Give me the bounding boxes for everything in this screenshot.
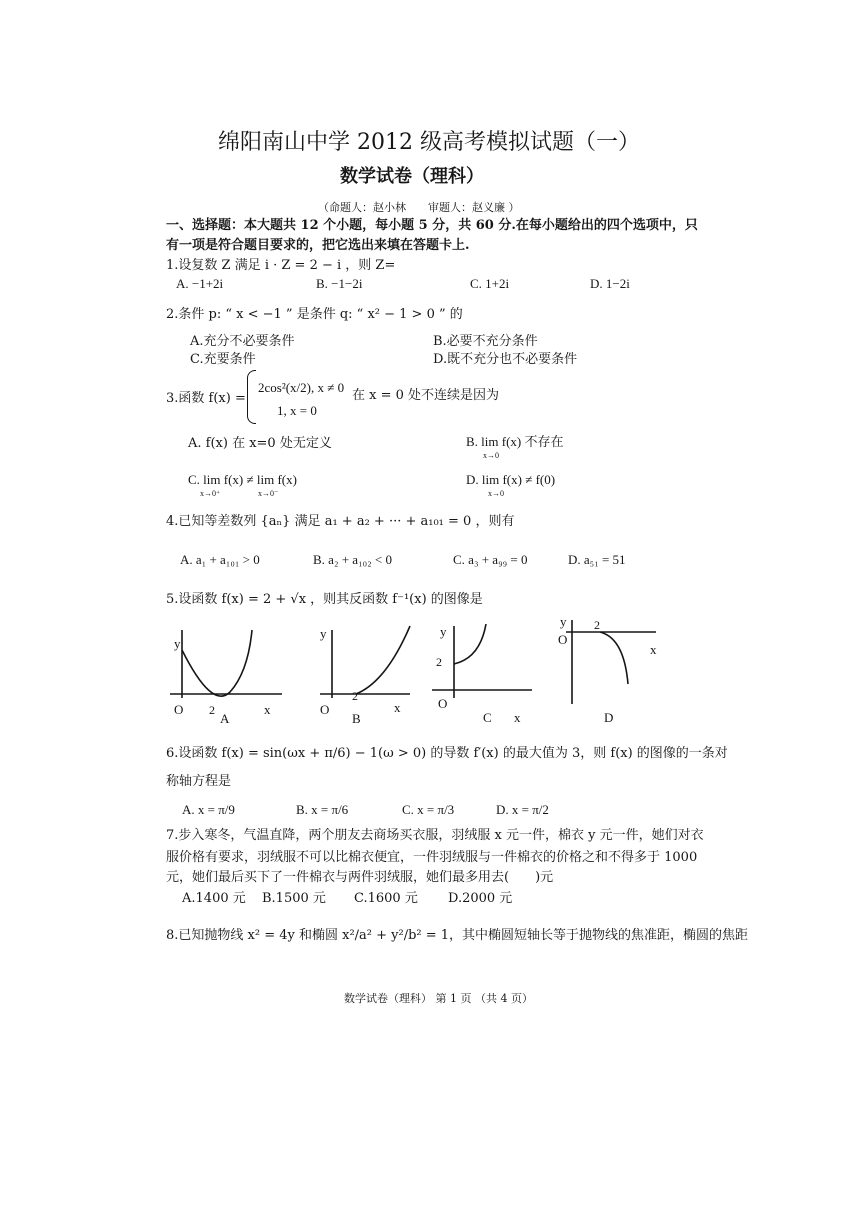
question-3-piece-1: 2cos²(x/2), x ≠ 0 bbox=[258, 380, 345, 395]
piecewise-brace bbox=[247, 370, 256, 424]
question-4-option-c: C. a₃ + a₉₉ = 0 bbox=[453, 552, 528, 567]
question-6-option-b: B. x = π/6 bbox=[296, 802, 349, 817]
graph-d-y-label: y bbox=[560, 614, 567, 629]
section-heading-line-2: 有一项是符合题目要求的，把它选出来填在答题卡上. bbox=[166, 238, 470, 253]
question-3-option-d-sub: x→0 bbox=[488, 489, 504, 498]
page-footer: 数学试卷（理科） 第 1 页 （共 4 页） bbox=[344, 992, 533, 1005]
graph-c bbox=[428, 620, 538, 730]
graph-a-x-label: x bbox=[264, 702, 271, 717]
question-7-option-c: C.1600 元 bbox=[354, 891, 418, 906]
graph-a-curve bbox=[182, 630, 252, 696]
question-4-option-a: A. a₁ + a₁₀₁ > 0 bbox=[180, 552, 260, 567]
question-5-stem: 5.设函数 f(x) = 2 + √x ，则其反函数 f⁻¹(x) 的图像是 bbox=[166, 592, 483, 607]
graph-b bbox=[306, 620, 416, 730]
graph-c-label: C bbox=[483, 710, 492, 725]
graph-d-x-label: x bbox=[650, 642, 657, 657]
question-3-option-b-sub: x→0 bbox=[483, 451, 499, 460]
question-2-stem: 2.条件 p: “ x < −1 ” 是条件 q: “ x² − 1 > 0 ” 的 bbox=[166, 307, 463, 322]
question-4-option-d: D. a₅₁ = 51 bbox=[568, 552, 626, 567]
graph-d-origin: O bbox=[558, 632, 568, 647]
question-6-option-d: D. x = π/2 bbox=[496, 802, 549, 817]
question-7-option-d: D.2000 元 bbox=[448, 891, 513, 906]
question-6-line-2: 称轴方程是 bbox=[166, 774, 232, 789]
question-3-option-a: A. f(x) 在 x=0 处无定义 bbox=[188, 436, 332, 451]
graph-a-tick: 2 bbox=[209, 703, 215, 717]
graph-a bbox=[160, 620, 290, 730]
question-7-line-1: 7.步入寒冬，气温直降，两个朋友去商场买衣服，羽绒服 x 元一件，棉衣 y 元一件，她们对衣 bbox=[166, 828, 704, 843]
question-3-option-c: C. lim f(x) ≠ lim f(x) bbox=[188, 472, 297, 487]
graph-c-x-label: x bbox=[514, 710, 521, 725]
graph-d-label: D bbox=[604, 710, 614, 724]
graph-b-curve bbox=[356, 626, 410, 694]
graph-b-label: B bbox=[352, 711, 361, 726]
graph-d-curve bbox=[600, 632, 628, 684]
question-7-line-2: 服价格有要求，羽绒服不可以比棉衣便宜，一件羽绒服与一件棉衣的价格之和不得多于 1000 bbox=[166, 850, 698, 865]
graph-b-x-label: x bbox=[394, 700, 401, 715]
question-6-option-c: C. x = π/3 bbox=[402, 802, 455, 817]
question-4-option-b: B. a₂ + a₁₀₂ < 0 bbox=[313, 552, 393, 567]
graph-b-origin: O bbox=[320, 702, 330, 717]
question-2-option-a: A.充分不必要条件 bbox=[190, 334, 295, 349]
question-7-option-b: B.1500 元 bbox=[262, 891, 326, 906]
graph-c-tick: 2 bbox=[436, 655, 442, 669]
question-3-stem-prefix: 3.函数 f(x) = bbox=[166, 391, 246, 406]
question-1-stem: 1.设复数 Z 满足 i · Z = 2 − i ，则 Z= bbox=[166, 258, 396, 273]
question-3-option-d: D. lim f(x) ≠ f(0) bbox=[466, 472, 556, 487]
graph-c-curve bbox=[454, 624, 486, 664]
question-1-option-a: A. −1+2i bbox=[176, 276, 224, 291]
question-6-option-a: A. x = π/9 bbox=[182, 802, 235, 817]
question-7-option-a: A.1400 元 bbox=[182, 891, 246, 906]
authors-line: （命题人：赵小林 审题人：赵义廉 ） bbox=[318, 201, 520, 214]
question-4-stem: 4.已知等差数列 {aₙ} 满足 a₁ + a₂ + ··· + a₁₀₁ = 0 ，则有 bbox=[166, 514, 515, 529]
question-3-option-b: B. lim f(x) 不存在 bbox=[466, 434, 564, 449]
question-3-piece-2: 1, x = 0 bbox=[277, 403, 317, 418]
question-1-option-c: C. 1+2i bbox=[470, 276, 510, 291]
page-title: 绵阳南山中学 2012 级高考模拟试题（一） bbox=[218, 130, 640, 155]
page-subtitle: 数学试卷（理科） bbox=[340, 166, 484, 187]
graph-a-y-label: y bbox=[174, 636, 181, 651]
graph-d bbox=[556, 612, 666, 724]
graph-d-tick: 2 bbox=[594, 618, 600, 632]
graph-c-origin: O bbox=[438, 696, 448, 711]
question-3-option-c-sub-2: x→0⁻ bbox=[258, 489, 279, 498]
graph-c-y-label: y bbox=[440, 624, 447, 639]
graph-a-origin: O bbox=[174, 702, 184, 717]
question-8-line-1: 8.已知抛物线 x² = 4y 和椭圆 x²/a² + y²/b² = 1，其中椭圆短轴长等于抛物线的焦准距，椭圆的焦距 bbox=[166, 928, 749, 943]
graph-a-label: A bbox=[220, 711, 230, 726]
question-2-option-b: B.必要不充分条件 bbox=[433, 334, 538, 349]
question-1-option-b: B. −1−2i bbox=[316, 276, 363, 291]
graph-b-tick: 2 bbox=[352, 689, 358, 703]
question-7-line-3: 元，她们最后买下了一件棉衣与两件羽绒服，她们最多用去( )元 bbox=[166, 870, 554, 885]
question-3-option-c-sub-1: x→0⁺ bbox=[200, 489, 221, 498]
question-1-option-d: D. 1−2i bbox=[590, 276, 630, 291]
question-6-line-1: 6.设函数 f(x) = sin(ωx + π/6) − 1(ω > 0) 的导数 f′(x) 的最大值为 3，则 f(x) 的图像的一条对 bbox=[166, 746, 728, 761]
question-2-option-d: D.既不充分也不必要条件 bbox=[433, 352, 578, 367]
section-heading-line-1: 一、选择题：本大题共 12 个小题，每小题 5 分，共 60 分.在每小题给出的四个选项中，只 bbox=[166, 218, 698, 233]
question-3-stem-suffix: 在 x = 0 处不连续是因为 bbox=[352, 388, 500, 403]
graph-b-y-label: y bbox=[320, 626, 327, 641]
question-2-option-c: C.充要条件 bbox=[190, 352, 256, 367]
